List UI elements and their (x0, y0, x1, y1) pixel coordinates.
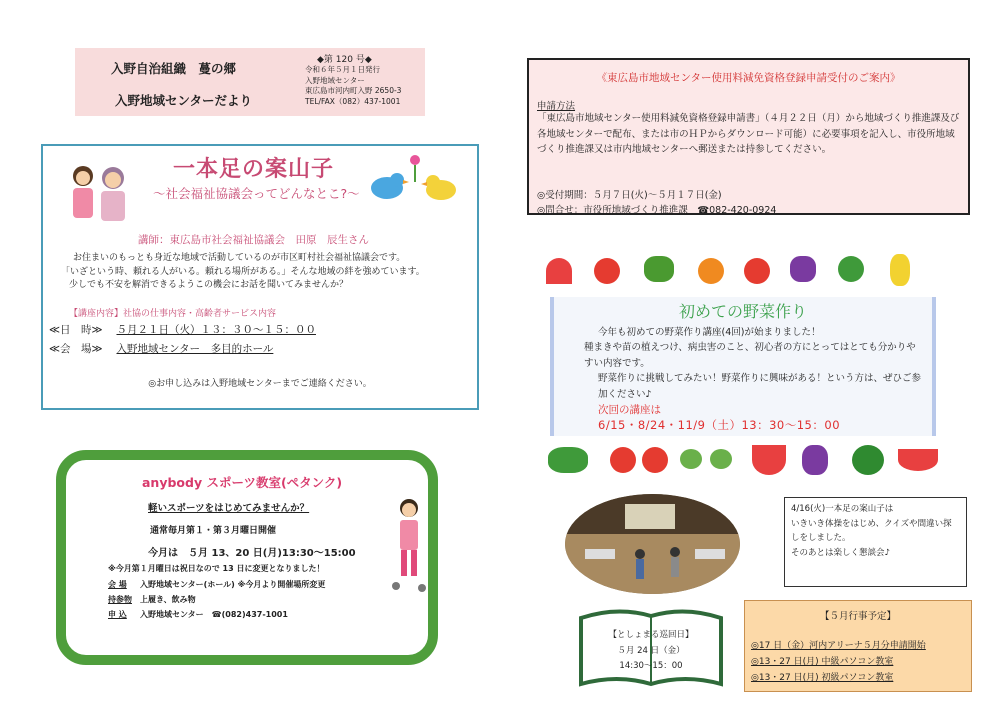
pea-icon (680, 449, 702, 469)
notice-inquiry: ◎問合せ：市役所地域づくり推進課 ☎082-420-0924 (537, 205, 777, 216)
scarecrow-description (61, 252, 465, 293)
newsletter-header (75, 48, 425, 116)
pepper-icon (644, 256, 674, 282)
org-name: 入野自治組織 蔓の郷 (111, 61, 237, 76)
tomato-icon (610, 447, 636, 473)
cucumber-icon (548, 447, 588, 473)
eggplant-icon (790, 256, 816, 282)
vegetable-row-bottom (546, 443, 946, 477)
hall-photo-icon (565, 494, 740, 594)
vegetable-course-box (550, 297, 936, 436)
tomato-icon (642, 447, 668, 473)
tomato-icon (594, 258, 620, 284)
apply-note: ◎お申し込みは入野地域センターまでご連絡ください。 (148, 379, 372, 389)
row-value: 入野地域センター ☎(082)437-1001 (140, 610, 288, 619)
book-title: 【としょまる巡回日】 (608, 630, 694, 640)
scarecrow-title: 一本足の案山子 (173, 157, 335, 182)
table-row (104, 592, 329, 607)
watermelon-icon (546, 258, 572, 284)
watermelon-slice-icon (898, 449, 938, 471)
lecturer: 講師：東広島市社会福祉協議会 田原 辰生さん (138, 234, 369, 246)
notice-period: ◎受付期間：５月７日(火)～５月１７日(金) (537, 190, 722, 201)
tomato-icon (744, 258, 770, 284)
course-content: 【講座内容】社協の仕事内容・高齢者サービス内容 (69, 309, 277, 319)
sports-note: ※今月第１月曜日は祝日なので 13 日に変更となりました！ (108, 564, 325, 573)
book-time: 14:30～15：00 (619, 661, 683, 671)
petanque-player-icon (384, 496, 434, 596)
scarecrow-subtitle: ～社会福祉協議会ってどんなとこ?～ (153, 186, 360, 201)
vegetable-row-top (540, 252, 960, 290)
notice-title: 《東広島市地域センター使用料減免資格登録申請受付のご案内》 (596, 72, 901, 84)
watermelon-icon (852, 445, 884, 475)
book-date: ５月 24 日（金） (617, 646, 685, 656)
sports-schedule: 通常毎月第１・第３月曜日開催 (150, 526, 277, 536)
library-bus-book (577, 604, 725, 692)
description-line: 「いざという時、頼れる人がいる。頼れる場所がある。」そんな地域の絆を強めています。 (61, 266, 425, 277)
event-place-row (49, 341, 273, 356)
row-key: 会 場 (108, 580, 127, 589)
event-photo (565, 494, 740, 594)
pumpkin-icon (698, 258, 724, 284)
vegetable-title: 初めての野菜作り (678, 302, 807, 321)
row-value: 上履き、飲み物 (140, 595, 196, 604)
note-line: いきいき体操をはじめ、クイズや間違い探しをしました。 (791, 518, 952, 543)
may-schedule-box (744, 600, 972, 692)
note-line: 4/16(火)一本足の案山子は (791, 504, 894, 514)
table-row (104, 577, 329, 592)
row-value: 入野地域センター(ホール) ※今月より開催場所変更 (140, 580, 326, 589)
schedule-item-text: ◎17 日（金）河内アリーナ５月分申請開始 (751, 641, 926, 651)
scarecrow-event-box (41, 144, 479, 410)
watermelon-slice-icon (752, 445, 786, 475)
sports-class-frame (56, 450, 438, 665)
address: 東広島市河内町入野 2650-3 (305, 86, 402, 96)
event-date-row (49, 322, 316, 337)
schedule-item-text: ◎13・27 日(月) 初級パソコン教室 (751, 673, 894, 683)
place-value: 入野地域センター 多目的ホール (116, 343, 274, 355)
description-line: 今年も初めての野菜作り講座(4回)が始まりました！ (598, 327, 821, 338)
place-label: ≪会 場≫ (49, 343, 103, 355)
next-course-label: 次回の講座は (598, 404, 661, 416)
schedule-item (751, 670, 893, 683)
course-dates: 6/15・8/24・11/9（土）13：30～15：00 (598, 418, 841, 432)
publisher-info (305, 65, 401, 107)
notice-method-label: 申請方法 (537, 101, 576, 112)
schedule-item (751, 638, 926, 651)
sports-this-month: 今月は ５月 13、20 日(月)13:30～15:00 (148, 548, 356, 559)
schedule-item (751, 654, 893, 667)
note-line: そのあとは楽しく懇談会♪ (791, 547, 890, 558)
pea-icon (710, 449, 732, 469)
row-key: 持参物 (108, 595, 132, 604)
schedule-item-text: ◎13・27 日(月) 中級パソコン教室 (751, 657, 894, 667)
description-line: 野菜作りに挑戦してみたい！野菜作りに興味がある！という方は、ぜひご参加ください♪ (598, 373, 922, 400)
sports-details-table (104, 577, 329, 622)
people-illustration-icon (61, 156, 141, 226)
newsletter-title: 入野地域センターだより (115, 93, 253, 108)
description-line: 種まきや苗の植えつけ、病虫害のこと、初心者の方にとってはとても分かりやすい内容です。 (584, 342, 916, 369)
sports-title: anybody スポーツ教室(ペタンク) (142, 475, 343, 490)
description-line: お住まいのもっとも身近な地域で活動しているのが市区町村社会福祉協議会です。 (73, 253, 406, 263)
publisher: 入野地域センター (305, 75, 365, 85)
table-row (104, 607, 329, 622)
corn-icon (890, 254, 910, 286)
eggplant-icon (802, 445, 828, 475)
sports-tagline: 軽いスポーツをはじめてみませんか？ (148, 503, 310, 514)
date-value: ５月２１日（火）１３：３０～１５：００ (116, 324, 316, 336)
description-line: 少しでも不安を解消できるようこの機会にお話を聞いてみませんか？ (69, 280, 349, 290)
notice-body: 「東広島市地域センター使用料減免資格登録申請書」（４月２２日（月）から地域づくり推進課及び各地域センターで配布、または市のＨＰからダウンロード可能）に必要事項を記入し、市役所地域づくり推進課又は市内地域センターへ郵送または持参してください。 (537, 113, 960, 155)
contact: TEL/FAX（082）437-1001 (305, 96, 401, 106)
schedule-title: 【５月行事予定】 (819, 611, 896, 622)
issue-number: ◆第 120 号◆ (317, 55, 372, 65)
issue-date: 令和６年５月１日発行 (305, 65, 380, 74)
row-key: 申 込 (108, 610, 127, 619)
broccoli-icon (838, 256, 864, 282)
vegetable-description (584, 325, 924, 402)
fee-exemption-notice (527, 58, 970, 215)
event-report-note (784, 497, 967, 587)
birds-illustration-icon (359, 152, 469, 212)
date-label: ≪日 時≫ (49, 324, 103, 336)
